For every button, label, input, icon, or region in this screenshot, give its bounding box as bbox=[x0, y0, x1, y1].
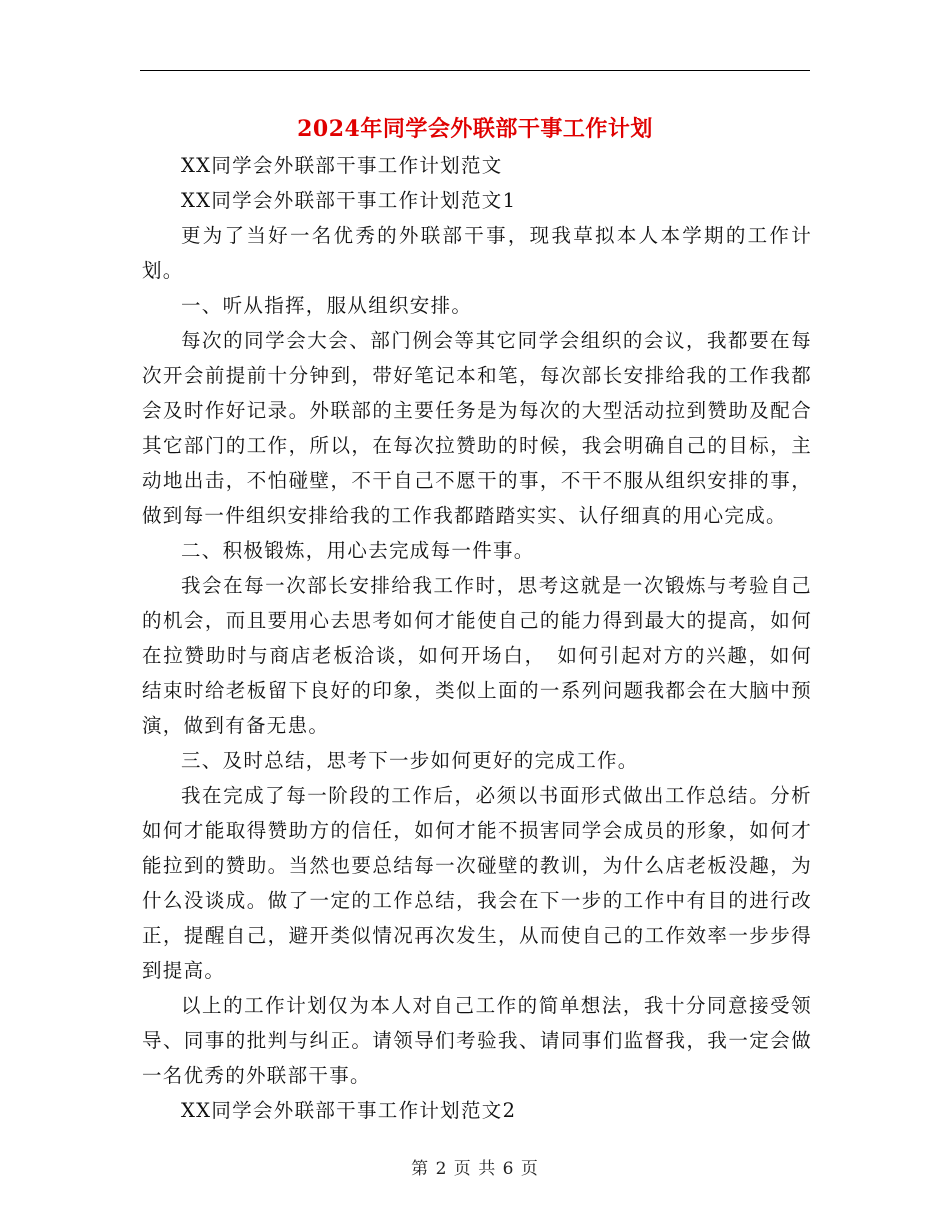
paragraph-conclusion: 以上的工作计划仅为本人对自己工作的简单想法，我十分同意接受领导、同事的批判与纠正。请领导们考验我、请同事们监督我，我一定会做一名优秀的外联部干事。 bbox=[142, 994, 812, 1087]
page-number-footer: 第 2 页 共 6 页 bbox=[411, 1159, 539, 1179]
document-body bbox=[142, 148, 812, 1128]
section-heading-3: 三、及时总结，思考下一步如何更好的完成工作。 bbox=[181, 749, 639, 772]
document-title: 2024年同学会外联部干事工作计划 bbox=[297, 116, 653, 142]
paragraph-section-2: 我会在每一次部长安排给我工作时，思考这就是一次锻炼与考验自己的机会，而且要用心去思考如何才能使自己的能力得到最大的提高，如何在拉赞助时与商店老板洽谈，如何开场白， 如何引起对方的兴趣，如何结束时给老板留下良好的印象，类似上面的一系列问题我都会在大脑中预演，做到有备无患。 bbox=[142, 574, 812, 737]
paragraph-heading-main: XX同学会外联部干事工作计划范文 bbox=[181, 154, 503, 177]
section-heading-2: 二、积极锻炼，用心去完成每一件事。 bbox=[181, 539, 535, 562]
paragraph-heading-sample-1: XX同学会外联部干事工作计划范文1 bbox=[181, 189, 517, 212]
paragraph-section-3: 我在完成了每一阶段的工作后，必须以书面形式做出工作总结。分析如何才能取得赞助方的信任，如何才能不损害同学会成员的形象，如何才能拉到的赞助。当然也要总结每一次碰壁的教训，为什么店老板没趣，为什么没谈成。做了一定的工作总结，我会在下一步的工作中有目的进行改正，提醒自己，避开类似情况再次发生，从而使自己的工作效率一步步得到提高。 bbox=[142, 784, 812, 982]
header-rule bbox=[140, 70, 810, 71]
paragraph-section-1: 每次的同学会大会、部门例会等其它同学会组织的会议，我都要在每次开会前提前十分钟到，带好笔记本和笔，每次部长安排给我的工作我都会及时作好记录。外联部的主要任务是为每次的大型活动拉到赞助及配合其它部门的工作，所以，在每次拉赞助的时候，我会明确自己的目标，主动地出击，不怕碰壁，不干自己不愿干的事，不干不服从组织安排的事，做到每一件组织安排给我的工作我都踏踏实实、认仔细真的用心完成。 bbox=[142, 329, 812, 527]
section-heading-1: 一、听从指挥，服从组织安排。 bbox=[181, 294, 473, 317]
paragraph-intro: 更为了当好一名优秀的外联部干事，现我草拟本人本学期的工作计划。 bbox=[142, 224, 812, 282]
paragraph-heading-sample-2: XX同学会外联部干事工作计划范文2 bbox=[181, 1099, 517, 1122]
